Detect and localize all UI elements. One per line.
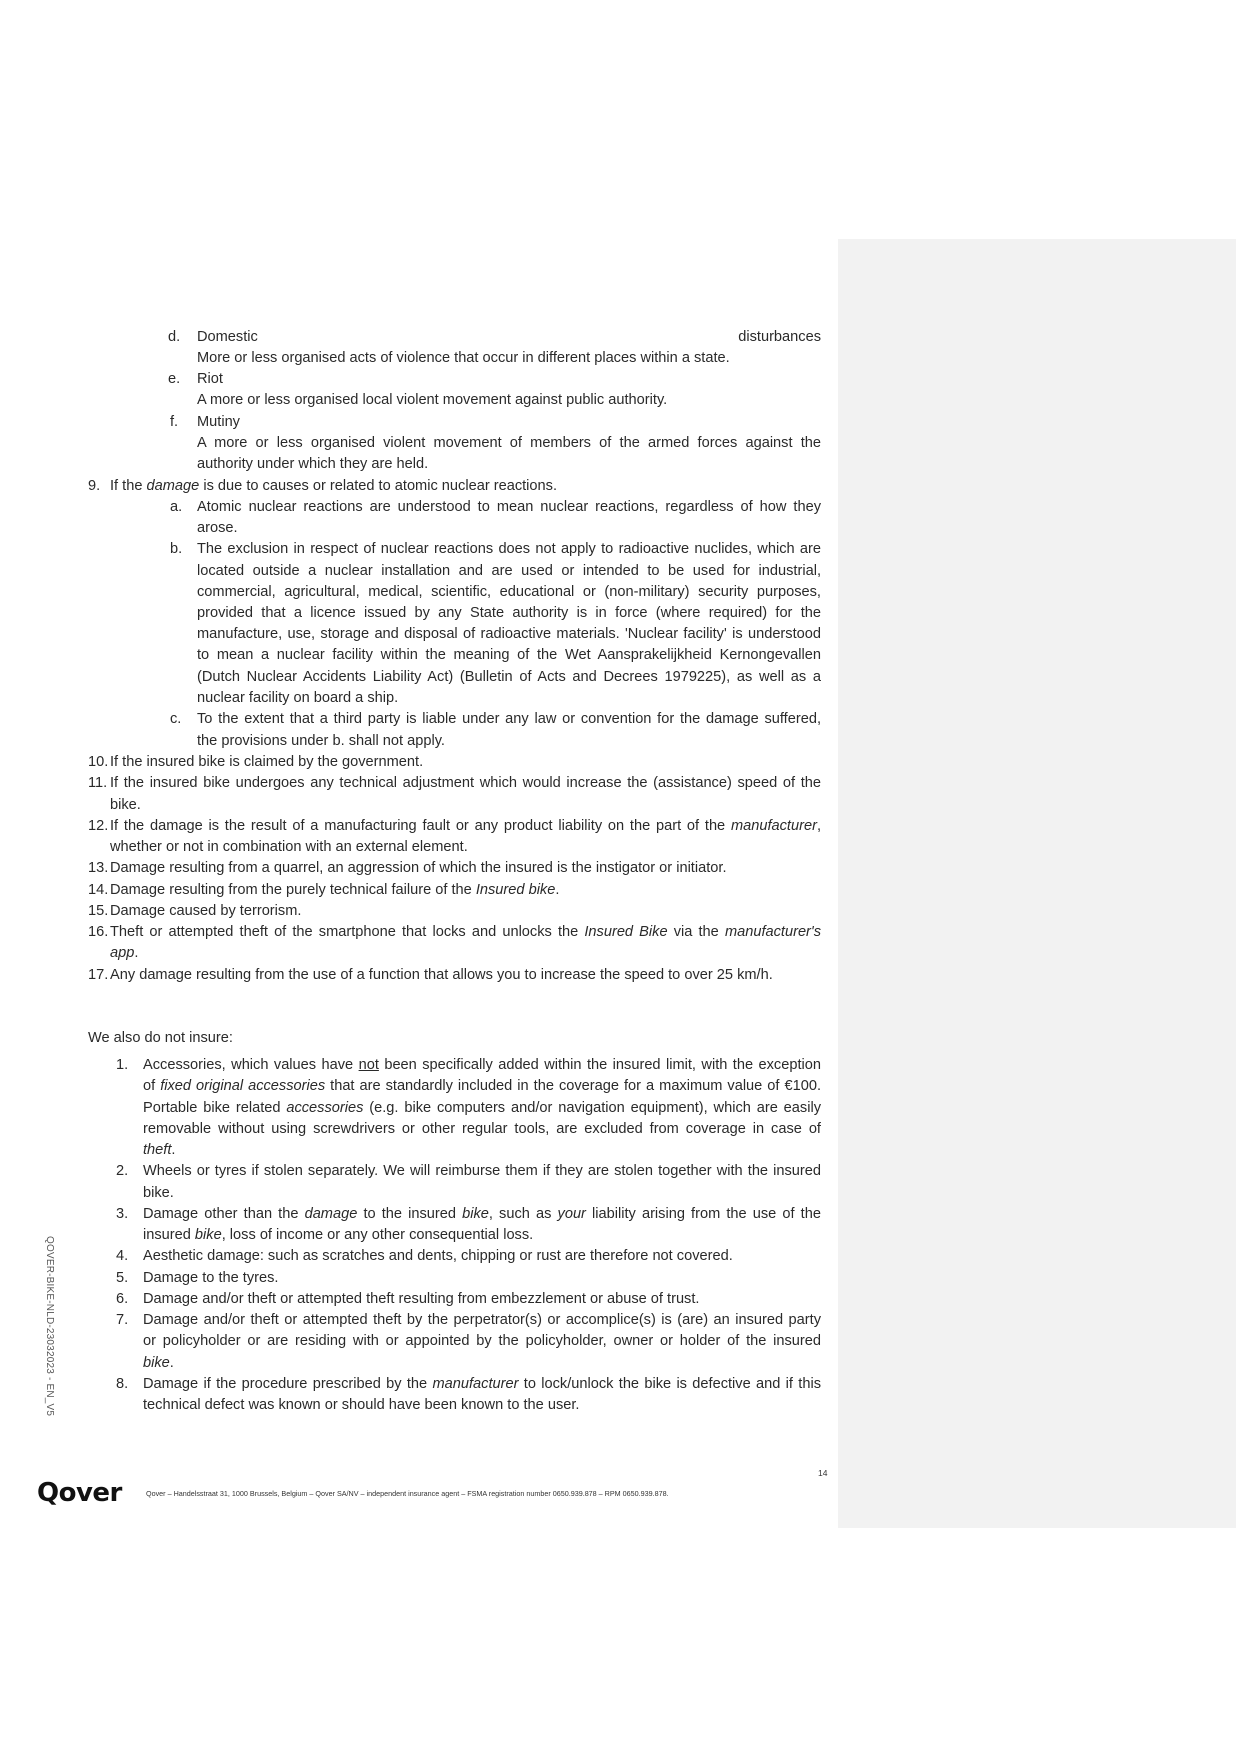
list-marker: 9.: [88, 478, 101, 494]
list-marker: 3.: [116, 1206, 129, 1222]
list-item-text: to mean a nuclear facility within the meaning of the Wet Aansprakelijkheid Kernongevallen: [197, 647, 821, 663]
qover-logo: Qover: [37, 1478, 122, 1508]
list-marker: 4.: [116, 1248, 129, 1264]
list-item-text: Accessories, which values have not been specifically added within the insured limit, with the exception: [143, 1057, 821, 1073]
list-item-desc: A more or less organised violent movement of members of the armed forces against the: [197, 435, 821, 451]
title-word: Domestic: [197, 329, 258, 345]
list-item-text: Wheels or tyres if stolen separately. We will reimburse them if they are stolen together with the insured: [143, 1163, 821, 1179]
list-item-text: If the insured bike is claimed by the government.: [110, 754, 424, 770]
list-marker: 17.: [88, 967, 109, 983]
list-item-text: insured bike, loss of income or any other consequential loss.: [143, 1227, 534, 1243]
comments-pane: [838, 239, 1236, 1528]
list-item-text: of fixed original accessories that are standardly included in the coverage for a maximum value of €100.: [143, 1078, 821, 1094]
list-marker: 11.: [88, 775, 108, 791]
list-item-text: Damage resulting from a quarrel, an aggression of which the insured is the instigator or initiator.: [110, 860, 727, 876]
list-item-text: Damage if the procedure prescribed by the manufacturer to lock/unlock the bike is defective and if this: [143, 1376, 821, 1392]
list-marker: a.: [170, 499, 183, 515]
list-item-text: Damage and/or theft or attempted theft resulting from embezzlement or abuse of trust.: [143, 1291, 700, 1307]
list-item-text: whether or not in combination with an external element.: [110, 839, 468, 855]
list-item-text: Damage caused by terrorism.: [110, 903, 302, 919]
list-item-text: (Dutch Nuclear Accidents Liability Act) (Bulletin of Acts and Decrees 1979225), as well as a: [197, 669, 821, 685]
title-word: disturbances: [738, 329, 821, 345]
list-item-text: Damage other than the damage to the insured bike, such as your liability arising from the use of the: [143, 1206, 821, 1222]
list-item-text: If the damage is the result of a manufacturing fault or any product liability on the part of the manufacturer,: [110, 818, 821, 834]
list-marker: f.: [170, 414, 179, 430]
page-number: 14: [818, 1468, 828, 1478]
list-item-title: Riot: [197, 371, 223, 387]
list-marker: 13.: [88, 860, 109, 876]
list-item-text: bike.: [143, 1355, 174, 1371]
list-item-text: technical defect was known or should have been known to the user.: [143, 1397, 580, 1413]
list-marker: b.: [170, 541, 183, 557]
document-code: QOVER-BIKE-NLD-23032023 - EN_V5: [44, 1236, 55, 1417]
list-item-text: bike.: [143, 1185, 174, 1201]
list-item-text: bike.: [110, 797, 141, 813]
list-item-text: removable without using screwdrivers or other regular tools, are excluded from coverage in case of: [143, 1121, 821, 1137]
list-item-text: Portable bike related accessories (e.g. bike computers and/or navigation equipment), which are easily: [143, 1100, 821, 1116]
list-marker: e.: [168, 371, 181, 387]
list-item-text: If the insured bike undergoes any technical adjustment which would increase the (assistance) speed of the: [110, 775, 821, 791]
list-marker: 10.: [88, 754, 109, 770]
list-marker: 5.: [116, 1270, 129, 1286]
list-item-title: Mutiny: [197, 414, 240, 430]
list-marker: 15.: [88, 903, 109, 919]
list-item-text: Damage resulting from the purely technical failure of the Insured bike.: [110, 882, 560, 898]
list-item-text: app.: [110, 945, 139, 961]
list-item-desc: authority under which they are held.: [197, 456, 429, 472]
list-item-text: Aesthetic damage: such as scratches and dents, chipping or rust are therefore not covered.: [143, 1248, 733, 1264]
list-item-text: or policyholder or are residing with or appointed by the policyholder, owner or holder of the insured: [143, 1333, 821, 1349]
list-item-text: arose.: [197, 520, 238, 536]
list-marker: 16.: [88, 924, 109, 940]
list-marker: 2.: [116, 1163, 129, 1179]
list-item-text: To the extent that a third party is liable under any law or convention for the damage suffered,: [197, 711, 821, 727]
list-item-text: Theft or attempted theft of the smartphone that locks and unlocks the Insured Bike via the manufacturer's: [110, 924, 822, 940]
list-item-text: If the damage is due to causes or related to atomic nuclear reactions.: [110, 478, 557, 494]
list-item-text: located outside a nuclear installation and are used or intended to be used for industrial,: [197, 563, 821, 579]
list-item-text: nuclear facility on board a ship.: [197, 690, 399, 706]
list-marker: 8.: [116, 1376, 129, 1392]
list-item-text: Any damage resulting from the use of a function that allows you to increase the speed to over 25 km/h.: [110, 967, 773, 983]
list-marker: 6.: [116, 1291, 129, 1307]
list-marker: c.: [170, 711, 182, 727]
list-marker: 14.: [88, 882, 109, 898]
list-item-text: commercial, agricultural, medical, scientific, educational or (non-military) security purposes,: [197, 584, 821, 600]
list-item-text: theft.: [143, 1142, 176, 1158]
list-item-text: the provisions under b. shall not apply.: [197, 733, 445, 749]
list-item-text: Damage and/or theft or attempted theft by the perpetrator(s) or accomplice(s) is (are) an insured party: [143, 1312, 821, 1328]
list-item-text: manufacture, use, storage and disposal of radioactive materials. 'Nuclear facility' is understood: [197, 626, 821, 642]
list-item-text: The exclusion in respect of nuclear reactions does not apply to radioactive nuclides, which are: [197, 541, 821, 557]
list-marker: d.: [168, 329, 181, 345]
list-item-desc: A more or less organised local violent movement against public authority.: [197, 392, 668, 408]
list-item-desc: More or less organised acts of violence that occur in different places within a state.: [197, 350, 730, 366]
footer-text: Qover – Handelsstraat 31, 1000 Brussels, Belgium – Qover SA/NV – independent insurance agent – FSMA registration number 0650.939.878 – RPM 0650.939.878.: [146, 1489, 669, 1498]
list-item-text: Damage to the tyres.: [143, 1270, 279, 1286]
list-item-title: [197, 327, 821, 348]
section-heading: We also do not insure:: [88, 1030, 233, 1046]
list-item-text: provided that a licence issued by any State authority is in force (where required) for the: [197, 605, 821, 621]
list-marker: 7.: [116, 1312, 129, 1328]
list-item-text: Atomic nuclear reactions are understood to mean nuclear reactions, regardless of how they: [197, 499, 821, 515]
list-marker: 12.: [88, 818, 109, 834]
list-marker: 1.: [116, 1057, 129, 1073]
